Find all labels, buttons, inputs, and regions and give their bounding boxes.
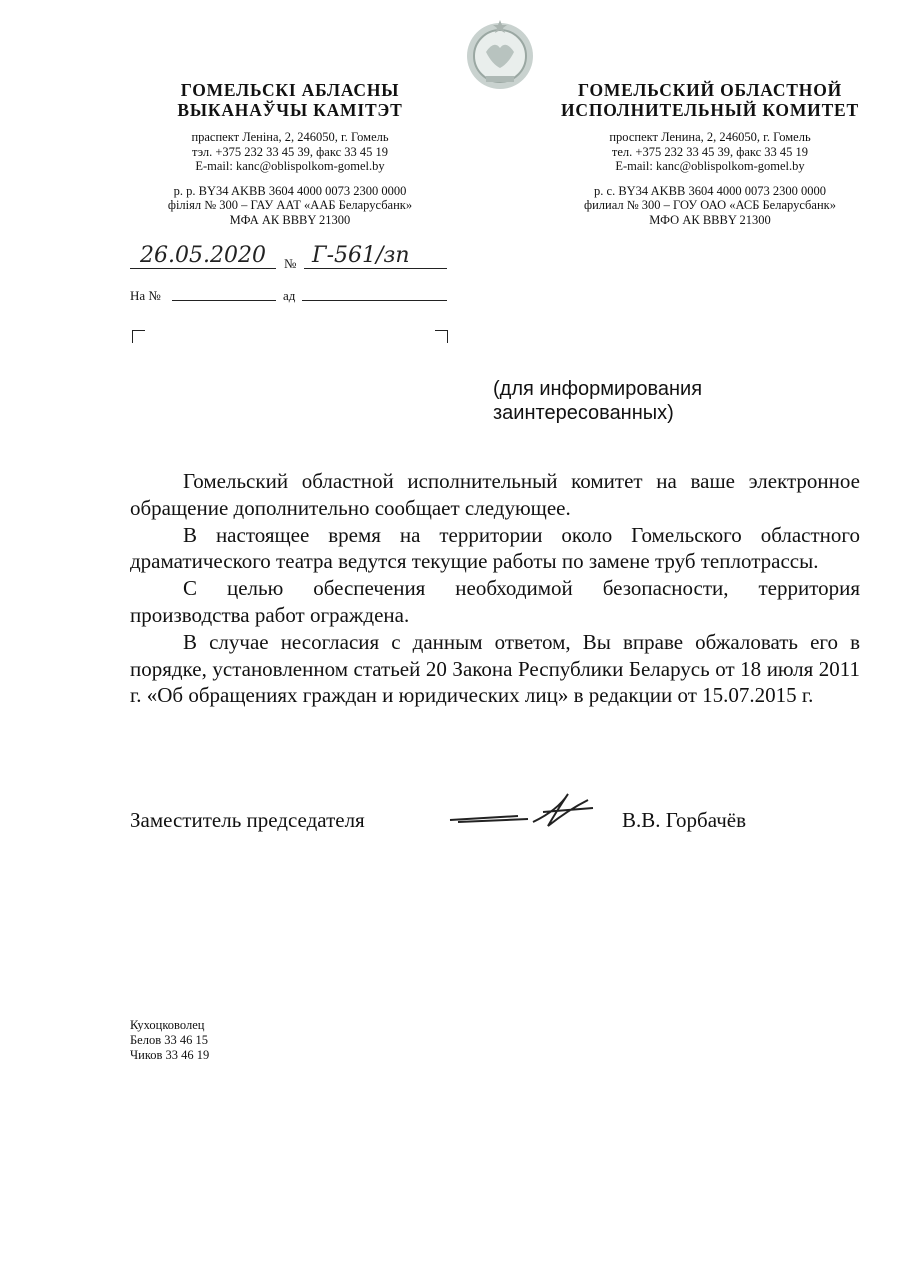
signatory-position: Заместитель председателя [130,808,365,832]
handwritten-number: Г-561/зп [312,243,410,268]
org-name-ru-1: ГОМЕЛЬСКИЙ ОБЛАСТНОЙ [577,80,843,100]
address: проспект Ленина, 2, 246050, г. Гомель [609,130,811,144]
signatory-name: В.В. Горбачёв [622,808,747,832]
addressee-line: (для информирования [493,378,703,400]
header-russian [550,80,870,227]
bank: филиал № 300 – ГОУ ОАО «АСБ Беларусбанк» [584,198,836,212]
address-corner-right [435,330,448,343]
date-line [130,268,276,269]
paragraph: С целью обеспечения необходимой безопасности, территория производства работ ограждена. [130,576,860,627]
header-belarusian [130,80,450,227]
account: р. с. BY34 AKBB 3604 4000 0073 2300 0000 [594,183,826,198]
number-line [304,268,447,269]
account: р. р. BY34 AKBB 3604 4000 0073 2300 0000 [173,183,407,198]
executor-line: Белов 33 46 15 [130,1033,208,1047]
address: праспект Леніна, 2, 246050, г. Гомель [191,130,389,144]
paragraph: В случае несогласия с данным ответом, Вы вправе обжаловать его в порядке, установленном статьей 20 Закона Республики Беларусь от 18 июля 2011 г. «Об обращениях граждан и юридических лиц» в редакции от 15.07.2015 г. [130,629,860,708]
addressee [493,377,702,425]
state-emblem [464,18,536,90]
ref-number-line [172,300,276,301]
email: E-mail: kanc@oblispolkom-gomel.by [615,159,805,173]
executors [130,1018,209,1063]
mfo: МФО АК BBBY 21300 [649,212,771,227]
executor-line: Чиков 33 46 19 [130,1048,210,1062]
email: E-mail: kanc@oblispolkom-gomel.by [195,159,385,173]
addressee-line: заинтересованных) [493,402,674,424]
address-corner-left [132,330,145,343]
letter-body [130,468,860,709]
signature [448,782,598,832]
org-name-ru-2: ИСПОЛНИТЕЛЬНЫЙ КОМИТЕТ [561,100,859,120]
ref-from-label: ад [283,288,296,303]
paragraph: В настоящее время на территории около Гомельского областного драматического театра ведутся текущие работы по замене труб теплотрассы. [130,522,860,574]
org-name-by-2: ВЫКАНАЎЧЫ КАМІТЭТ [177,100,403,120]
handwritten-date: 26.05.2020 [140,243,266,268]
ref-number-label: На № [130,288,161,303]
phone: тэл. +375 232 33 45 39, факс 33 45 19 [191,144,389,159]
ref-from-line [302,300,447,301]
executor-line: Кухоцковолец [130,1018,205,1032]
mfo: МФА АК BBBY 21300 [229,212,351,227]
number-label: № [284,256,297,271]
bank: філіял № 300 – ГАУ ААТ «ААБ Беларусбанк» [167,198,413,212]
org-name-by-1: ГОМЕЛЬСКІ АБЛАСНЫ [180,80,400,100]
phone: тел. +375 232 33 45 39, факс 33 45 19 [611,144,809,159]
paragraph: Гомельский областной исполнительный комитет на ваше электронное обращение дополнительно сообщает следующее. [130,469,860,520]
